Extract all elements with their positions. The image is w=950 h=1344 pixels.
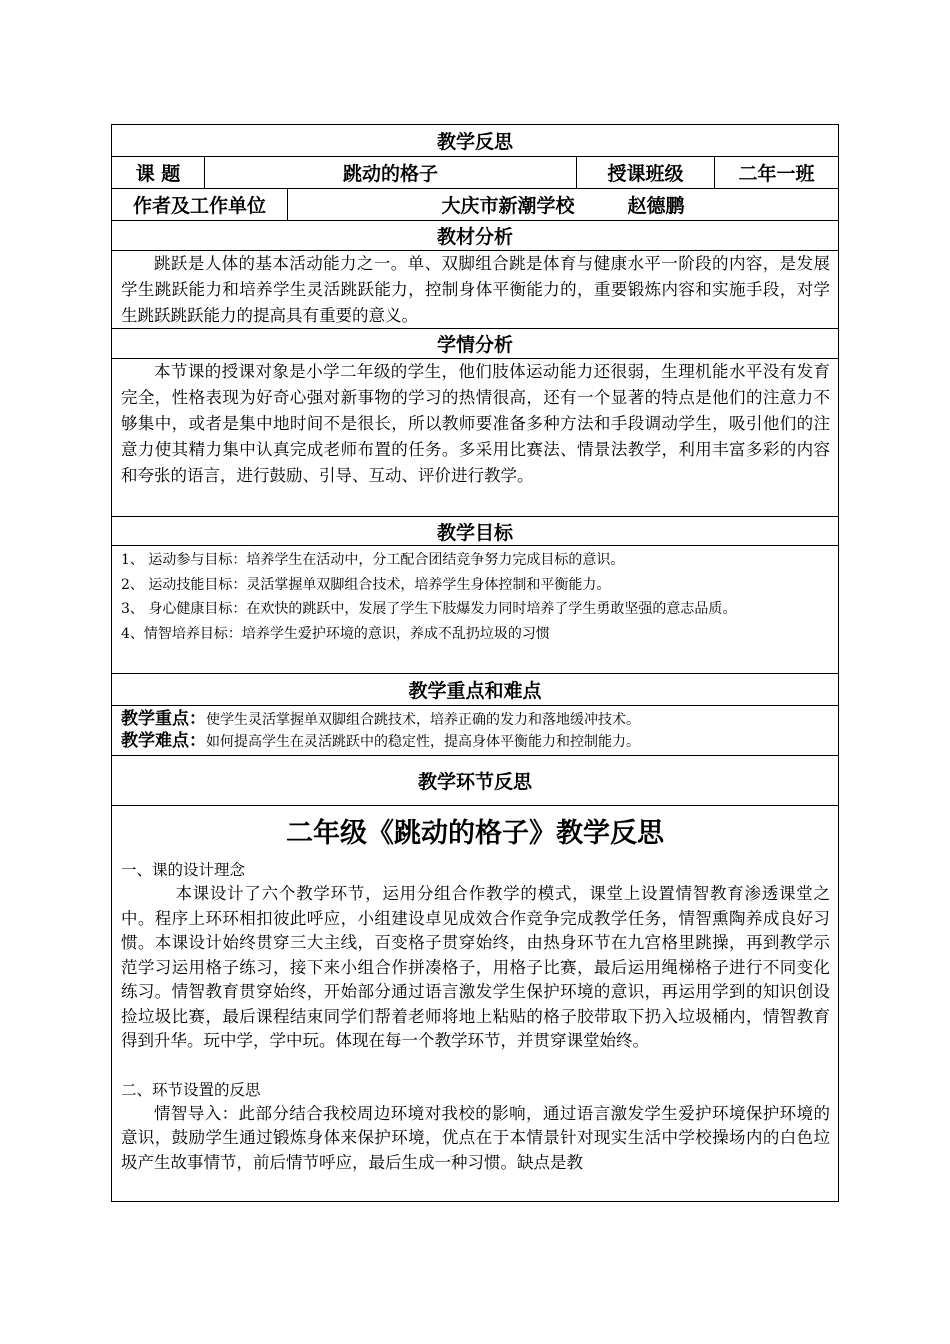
course-label: 课 题 xyxy=(112,157,205,188)
student-section xyxy=(111,358,839,516)
reflect-header-row xyxy=(111,755,839,805)
key-point xyxy=(112,709,838,731)
goal-item: 1、 运动参与目标：培养学生在活动中，分工配合团结竞争努力完成目标的意识。 xyxy=(121,552,625,568)
course-value: 跳动的格子 xyxy=(205,157,577,188)
reflection-title: 二年级《跳动的格子》教学反思 xyxy=(286,818,664,849)
class-value: 二年一班 xyxy=(738,163,815,185)
reflection-table xyxy=(111,124,839,1202)
difficult-point xyxy=(112,731,838,753)
material-text: 跳跃是人体的基本活动能力之一。单、双脚组合跳是体育与健康水平一阶段的内容，是发展学生跳跃能力和培养学生灵活跳跃能力，控制身体平衡能力的，重要锻炼内容和实施手段，对学生跳跃跳跃能力的提高具有重要的意义。 xyxy=(121,254,830,325)
key-label: 教学重点： xyxy=(121,709,206,729)
difficult-text: 如何提高学生在灵活跳跃中的稳定性，提高身体平衡能力和控制能力。 xyxy=(206,734,640,750)
table-title: 教学反思 xyxy=(436,131,513,153)
author-row xyxy=(111,188,839,220)
key-header: 教学重点和难点 xyxy=(408,680,542,702)
course-row xyxy=(111,156,839,188)
student-header-row xyxy=(111,328,839,358)
material-header-row xyxy=(111,220,839,250)
goals-section xyxy=(111,545,839,673)
student-text: 本节课的授课对象是小学二年级的学生，他们肢体运动能力还很弱，生理机能水平没有发育完全，性格表现为好奇心强对新事物的学习的热情很高，还有一个显著的特点是他们的注意力不够集中，或者是集中地时间不是很长，所以教师要准备多种方法和手段调动学生，吸引他们的注意力使其精力集中认真完成老师布置的任务。多采用比赛法、情景法教学，利用丰富多彩的内容和夸张的语言，进行鼓励、引导、互动、评价进行教学。 xyxy=(121,362,830,485)
key-section xyxy=(111,705,839,755)
section-1-text: 本课设计了六个教学环节，运用分组合作教学的模式，课堂上设置情智教育渗透课堂之中。程序上环环相扣彼此呼应，小组建设卓见成效合作竞争完成教学任务，情智熏陶养成良好习惯。本课设计始终贯穿三大主线，百变格子贯穿始终，由热身环节在九宫格里跳操，再到教学示范学习运用格子练习，接下来小组合作拼凑格子，用格子比赛，最后运用绳梯格子进行不同变化练习。情智教育贯穿始终，开始部分通过语言激发学生保护环境的意识，再运用学到的知识创设捡垃圾比赛，最后课程结束同学们帮着老师将地上粘贴的格子胶带取下扔入垃圾桶内，情智教育得到升华。玩中学，学中玩。体现在每一个教学环节，并贯穿课堂始终。 xyxy=(121,884,830,1050)
key-header-row xyxy=(111,673,839,705)
material-header: 教材分析 xyxy=(436,226,513,248)
goal-item: 2、 运动技能目标：灵活掌握单双脚组合技术，培养学生身体控制和平衡能力。 xyxy=(121,576,611,593)
reflection-body xyxy=(111,805,839,1202)
goals-header: 教学目标 xyxy=(436,521,513,544)
section-2-text: 情智导入：此部分结合我校周边环境对我校的影响，通过语言激发学生爱护环境保护环境的意识，鼓励学生通过锻炼身体来保护环境，优点在于本情景针对现实生活中学校操场内的白色垃圾产生故事情节，前后情节呼应，最后生成一种习惯。缺点是教 xyxy=(121,1103,830,1172)
goals-header-row xyxy=(111,516,839,545)
section-1-title: 一、课的设计理念 xyxy=(121,861,246,879)
table-title-row xyxy=(111,124,839,156)
key-text: 使学生灵活掌握单双脚组合跳技术，培养正确的发力和落地缓冲技术。 xyxy=(206,712,640,728)
student-header: 学情分析 xyxy=(436,334,513,356)
difficult-label: 教学难点： xyxy=(121,731,206,751)
goal-item: 4、情智培养目标：培养学生爱护环境的意识，养成不乱扔垃圾的习惯 xyxy=(121,625,550,642)
class-label: 授课班级 xyxy=(577,157,715,188)
reflect-header: 教学环节反思 xyxy=(417,771,532,793)
section-2-title: 二、环节设置的反思 xyxy=(121,1080,261,1099)
material-section xyxy=(111,250,839,328)
goal-item: 3、 身心健康目标：在欢快的跳跃中，发展了学生下肢爆发力同时培养了学生勇敢坚强的意志品质。 xyxy=(121,601,737,617)
author-value: 大庆市新潮学校 赵德鹏 xyxy=(441,195,685,217)
author-label: 作者及工作单位 xyxy=(112,189,288,220)
